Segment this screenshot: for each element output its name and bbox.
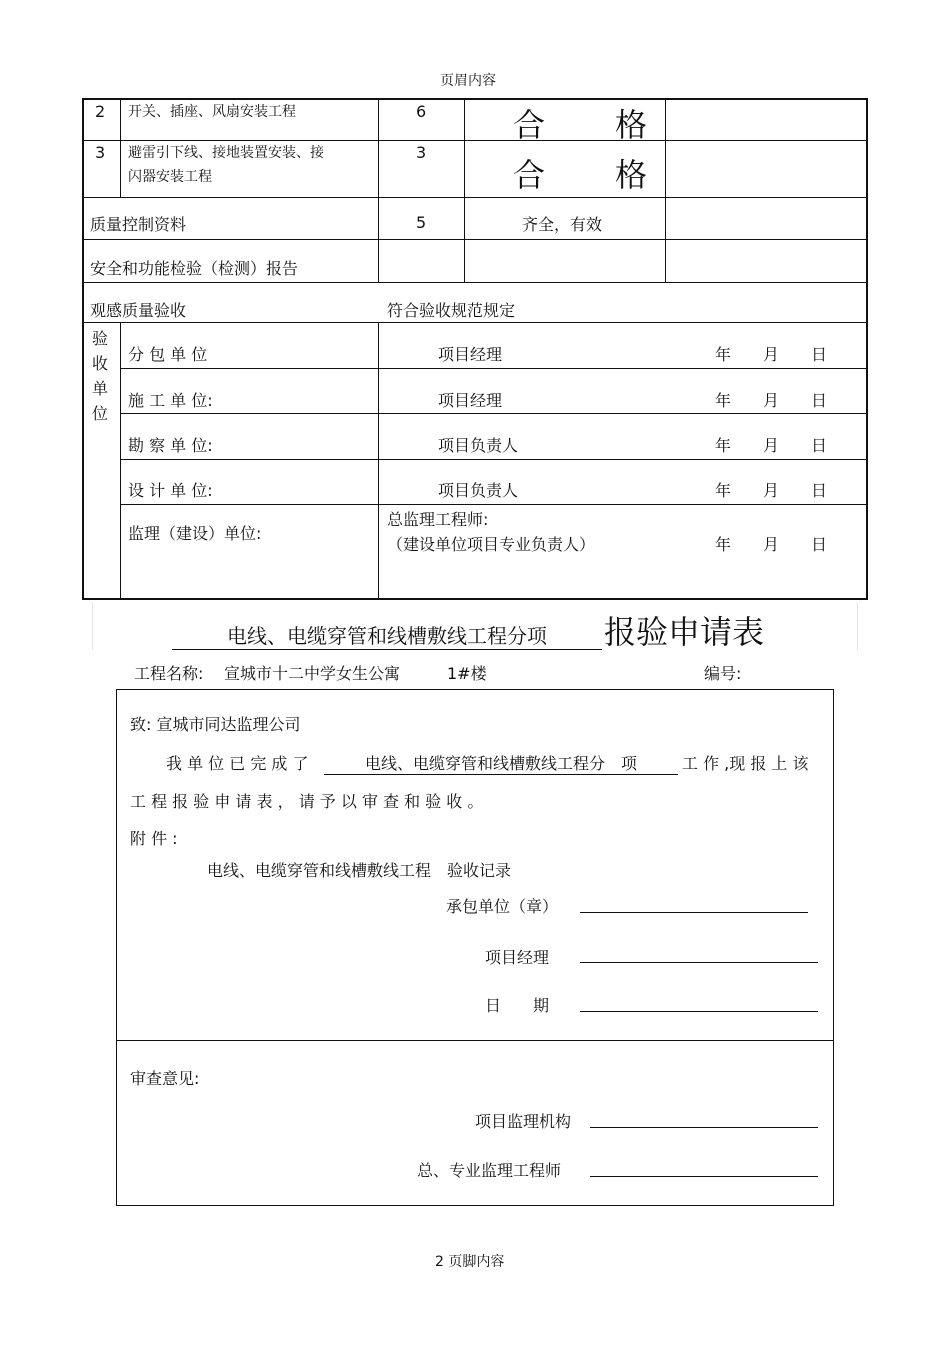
date-line [580,1011,818,1012]
contractor-label: 承包单位（章） [446,897,559,916]
unit-person-note: （建设单位项目专业负责人） [387,535,596,554]
attachment-label: 附 件 : [130,829,178,848]
supervisor-engineer-label: 总、专业监理工程师 [417,1161,562,1180]
form-title-subject: 电线、电缆穿管和线槽敷线工程分项 [172,620,602,650]
review-opinion-label: 审查意见: [130,1069,200,1088]
safety-report-label: 安全和功能检验（检测）报告 [90,259,299,278]
subitem-name-line1: 避雷引下线、接地装置安装、接 [128,145,324,161]
side-label-char: 单 [92,379,109,398]
building-number: 1#楼 [447,664,487,683]
unit-person: 项目经理 [438,391,503,410]
project-manager-signature-line [580,962,818,963]
body-text-line2: 工 程 报 验 申 请 表 ， 请 予 以 审 查 和 验 收 。 [130,792,484,811]
unit-person: 项目负责人 [438,436,519,455]
unit-person: 总监理工程师: [387,510,489,529]
date-label: 日 期 [485,996,550,1015]
supervisor-engineer-signature-line [590,1176,818,1177]
unit-name: 分 包 单 位 [128,345,208,364]
quality-control-result: 齐全，有效 [522,215,603,234]
unit-name: 监理（建设）单位: [128,524,262,543]
project-name: 宣城市十二中学女生公寓 [224,664,401,683]
inspection-count: 6 [416,102,427,121]
body-text: 我 单 位 已 完 成 了 [166,754,309,773]
project-name-label: 工程名称: [134,664,204,683]
unit-name: 设 计 单 位: [128,481,213,500]
row-number: 2 [95,102,106,121]
supervisor-org-signature-line [590,1127,818,1128]
appearance-label: 观感质量验收 [90,301,187,320]
sign-date: 年 月 日 [715,345,828,364]
page-footer: 2 页脚内容 [435,1254,505,1270]
result-pass: 合 格 [513,106,650,144]
side-label-char: 验 [92,329,109,348]
form-title: 报验申请表 [604,613,765,651]
sign-date: 年 月 日 [715,391,828,410]
sign-date: 年 月 日 [715,535,828,554]
subitem-name: 开关、插座、风扇安装工程 [128,104,296,120]
addressee: 致: 宣城市同达监理公司 [130,715,301,734]
unit-person: 项目经理 [438,345,503,364]
sign-date: 年 月 日 [715,436,828,455]
result-pass: 合 格 [513,156,650,194]
appearance-result: 符合验收规范规定 [387,301,516,320]
quality-control-count: 5 [416,213,427,232]
attachment-item: 电线、电缆穿管和线槽敷线工程 验收记录 [207,861,512,880]
sign-date: 年 月 日 [715,481,828,500]
row-number: 3 [95,143,106,162]
supervisor-org-label: 项目监理机构 [475,1112,572,1131]
page-header: 页眉内容 [440,73,496,89]
body-subject: 电线、电缆穿管和线槽敷线工程分 项 [324,751,678,775]
side-label-char: 收 [92,354,109,373]
form-number-label: 编号: [704,664,742,683]
body-text: 工 作 ,现 报 上 该 [682,754,809,773]
side-label-char: 位 [92,404,109,423]
subitem-name-line2: 闪器安装工程 [128,169,212,185]
contractor-signature-line [580,912,808,913]
unit-name: 勘 察 单 位: [128,436,213,455]
unit-person: 项目负责人 [438,481,519,500]
unit-name: 施 工 单 位: [128,391,213,410]
quality-control-label: 质量控制资料 [90,215,187,234]
inspection-count: 3 [416,143,427,162]
project-manager-label: 项目经理 [485,948,550,967]
